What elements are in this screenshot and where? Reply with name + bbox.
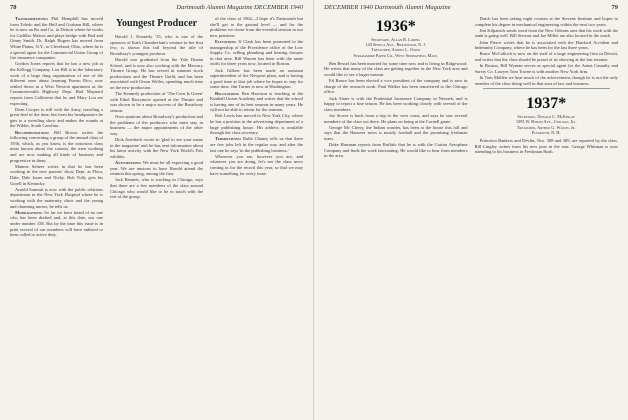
right-column-2 xyxy=(475,16,619,416)
left-column-2 xyxy=(110,16,203,416)
paragraph-text: We must be all expecting a good year. We are anxious to have Harold attend the reunion this spring, among the first. xyxy=(110,160,203,177)
class-1936-heading: 1936* xyxy=(375,18,416,35)
left-column-3 xyxy=(210,16,303,416)
paragraph xyxy=(475,16,619,27)
paragraph xyxy=(475,138,619,155)
paragraph xyxy=(475,51,619,62)
page-number-left: 78 xyxy=(10,4,17,11)
class-1937-address: 1093 W. Byron Ave., Chicago, Ill. xyxy=(515,119,577,125)
paragraph xyxy=(210,16,303,38)
paragraph xyxy=(10,16,103,61)
paragraph-text: Ben Bessel has been married for some time now and is living in Ridgewood. He writes that many of the class are getting together in the New York area and would like to see a larger turnout. xyxy=(324,60,468,77)
paragraph-kicker: Transformations: xyxy=(15,16,52,21)
paragraph xyxy=(210,136,303,153)
class-1936-treasurer: Treasurer, Albert L. Ossen xyxy=(371,47,421,53)
paragraph-text: Ed Rance has been elected a vice president of the company and is now in charge of the research work. Paul Walker has been transferred to the Chicago office. xyxy=(324,78,468,95)
paragraph xyxy=(475,75,619,86)
paragraph xyxy=(324,96,468,113)
paragraph-text: Duke Hartman reports from Buffalo that he is with the Curtiss Aeroplane Company and finds the work fascinating. He would like to hear from members in the area. xyxy=(324,142,468,159)
right-column-1 xyxy=(324,16,468,416)
class-1937-treasurer: Treasurer, Arthur G. Wason, Jr. xyxy=(516,124,576,130)
paragraph-text: In Boston, Bill Wyman serves as special agent for the Aetna Casualty and Surety Co. Lawyer Tom Towne is with another New York firm. xyxy=(474,63,618,74)
paragraph-text: Arnold Summit is now with the public relations department in the New York Hospital where he is working with the maternity clinic and the young and charming nurses, he tells us. xyxy=(10,186,103,209)
paragraph-text: Mannie Seltzer writes in that he has been working in the new parents' show Dept. at Flora, Dale, Dale Jones and Nicky. Bob Tully gets his Gorell in Kentucky. xyxy=(10,163,103,186)
paragraph xyxy=(324,125,468,142)
paragraph xyxy=(475,63,619,74)
paragraph-text: If Clark has been promoted to the managership of the Providence office of the Low Supply Co. selling plumbing and heating fixtures in that area. Bill Warren has been with the same outfit for three years now, located in Boston. xyxy=(210,38,303,67)
paragraph xyxy=(110,57,203,91)
paragraph-text: Robb Chaney tells us that there are few jobs left in the regular way and after the last one he says 'in the publishing business.' xyxy=(210,136,303,153)
paragraph-text: Joe Stover is back from a trip to the west coast, and says he saw several members of the class out there. He plans on being at the Cornell game. xyxy=(324,112,468,124)
running-head-right-text: DECEMBER 1940 Dartmouth Alumni Magazine xyxy=(324,4,451,11)
left-page-columns xyxy=(10,16,303,416)
paragraph-kicker: Terminations: xyxy=(215,136,243,142)
paragraph xyxy=(324,61,468,78)
paragraph-text: of the class of 1962—I hope it's Dartmouth but she'll get to the ground level — and for the problems we chose from the eventful session in our new pensions. xyxy=(210,16,303,38)
paragraph xyxy=(210,154,303,176)
paragraph-text: Princeton Bankers and Devlin, Nos. 388 and 389, are reported by the class. Bill Lingley writes from his new post in the east. George Whitman is now attending to his business in Freshman Rush. xyxy=(474,137,618,155)
paragraph xyxy=(475,28,619,39)
paragraph-text: Gordon Jones reports that he has a new job at the Kellogg Company. Lou Hill is in the laboratory work of a large drug organization of one of the different ones about learning Puerto Rico, now settled down in a West Newton apartment as the Commonwealth Highway Dept. Bud Maynard reports from California that he and Mary Lou are expecting. xyxy=(10,61,103,106)
paragraph-kicker: Relocations: xyxy=(215,90,242,96)
paragraph xyxy=(110,137,203,159)
paragraph xyxy=(324,113,468,124)
paragraph-text: Wherever you are, however you are, and whatever you are doing, let's see the class news coming in for the record this year, so that we may have something for every issue. xyxy=(210,153,303,176)
paragraph xyxy=(10,164,103,186)
class-1936-treasurer-company: Stradamore Paper Co., West Springfield, Mass. xyxy=(353,52,439,58)
paragraph-text: Dean Cooper is still with the Army, traveling a great deal of the time, but from his headquarters he gets to a wrestling show and makes the rounds at the Wilder, South Carolina. xyxy=(10,106,103,129)
paragraph-text: Bob Lewis has moved to New York City, where he has a position in the advertising department of a large publishing house. His address is available through the class secretary. xyxy=(210,113,303,136)
paragraph xyxy=(210,91,303,113)
paragraph-text: Jack Slater is with the Prudential Insurance Company in Newark, and is happy to report a fine season. He has been working closely with several of the class members. xyxy=(324,95,468,112)
paragraph xyxy=(210,113,303,135)
paragraph xyxy=(110,177,203,199)
right-column-1-body xyxy=(324,61,468,159)
page-number-right: 79 xyxy=(611,4,618,11)
paragraph xyxy=(475,40,619,51)
paragraph-text: Dutch has been taking night courses at the Stevens Institute and hopes to complete his degree in mechanical engineering within the next two years. xyxy=(474,16,618,27)
left-column-1 xyxy=(10,16,103,416)
paragraph xyxy=(10,130,103,164)
right-page xyxy=(314,0,628,420)
youngest-producer-headline: Youngest Producer xyxy=(115,18,198,29)
paragraph xyxy=(210,39,303,67)
paragraph-text: In Tom Mullen we hear much of the achievement, though he is not the only member of the class doing well in that area of law and business. xyxy=(474,74,618,86)
paragraph-text: Ben Harrison is teaching at the Kimball Union Academy and writes that the school is having one of its best seasons in many years. He will not be able to return for the reunion. xyxy=(210,90,303,113)
class-1937-body xyxy=(475,138,619,155)
paragraph-text: Phil Hemphill has moved from Toledo and the Hull and Gorham Hill, where he is now an Rx and Co. in Detroit where he works for Cadillac Motors and plays bridge with Bud and Ginny Smith. Dr. Ralph Rogers has moved from White Plains, N.Y., to Cleveland, Ohio, where he is a special agent for the Commercial Union Group of fire insurance companies. xyxy=(10,16,103,61)
paragraph xyxy=(324,142,468,159)
paragraph-text: George Mc Cleery, the Indian wonder, has been at the house this fall and says that the Hanover news is mostly football and the promising freshman team. xyxy=(324,124,468,141)
class-1936-officers xyxy=(324,37,468,58)
paragraph-text: Bruce McCulloch is now on the staff of a large engineering firm in Detroit, and writes that the class should be proud of its showing at the last reunion. xyxy=(474,51,618,62)
paragraph-text: The Kennedy production of 'The Corn Is Green' with Ethel Barrymore opened at the Theatre and was shown to be a major success of the Broadway season. xyxy=(110,91,203,113)
paragraph xyxy=(324,78,468,95)
class-1936-secretary: Secretary, Allan R. Loring xyxy=(371,37,421,42)
paragraph-text: Dick Auerbach wrote to 'glad to see your name in the magazine' and he has sent information about his latest activity with the New York World's Fair exhibits. xyxy=(110,137,203,159)
class-1937-secretary: Secretary, Donald C. McKinlay xyxy=(517,114,576,120)
paragraph xyxy=(10,187,103,209)
paragraph-kicker: Mobilizations: xyxy=(15,209,45,215)
paragraph xyxy=(10,210,103,238)
paragraph xyxy=(210,68,303,90)
paragraph-text: So far we have heard of no one who has been drafted and, at this date, nor one under number 158. But by the time this issue is in print several of our members will have enlisted or been called to active duty. xyxy=(10,209,103,238)
paragraph xyxy=(110,34,203,56)
class-1937-treasurer-address: Plymouth, N. H. xyxy=(531,129,561,135)
left-column-2-body xyxy=(110,34,203,200)
section-divider xyxy=(483,88,611,89)
paragraph-text: Jack Bennett, who is working in Chicago, says that there are a few members of the class around Chicago who would like to be in touch with the rest of the group. xyxy=(110,177,203,200)
right-page-columns xyxy=(324,16,618,416)
paragraph-text: Harold J. Kennedy '35, who is one of the sponsors of Kath Chamberlain's venture in her first few, is shown this fall beyond the title of Broadway's youngest producer. xyxy=(110,34,203,56)
class-1937-officers xyxy=(475,114,619,135)
paragraph-kicker: Recommendations: xyxy=(15,129,55,135)
paragraph-text: Jim Kilpatrick sends word from the New Orleans area that his work with the bank is going well. Bill Stewart and Joe Miller are also located in the south. xyxy=(474,27,618,39)
running-head-left-text: Dartmouth Alumni Magazine DECEMBER 1940 xyxy=(176,4,303,11)
paragraph xyxy=(10,107,103,129)
paragraph-kicker: Anticipations: xyxy=(115,160,143,166)
paragraph xyxy=(110,160,203,177)
paragraph xyxy=(10,61,103,106)
paragraph-text: Bill Brown writes the following concerning a group of the annual class of 1936, which, as you know, is the notorious class most known about the country the men working and are now making all kinds of business and progressive in them. xyxy=(10,129,103,163)
running-head-left xyxy=(10,4,303,13)
paragraph-kicker: Elevations: xyxy=(215,38,239,44)
paragraph xyxy=(110,91,203,113)
class-1937-heading: 1937* xyxy=(526,95,567,113)
paragraph-text: Harold was graduated from the Yale Drama School, and is now also working with the Mercury Theatre Group. He has served in summer stock productions and the Theatre Guild, and has been associated with Orson Welles, spending much time on the new production. xyxy=(110,56,203,90)
paragraph-text: Jack Gilbert has been made an assistant superintendent of the Newport plant, and is having a good time at that job where he hopes to stay for some time. Jim Turner is now in Washington. xyxy=(210,67,303,90)
paragraph-text: John Pierce writes that he is associated with the Hartford Accident and Indemnity Company, where he has been for the last three years. xyxy=(474,39,618,51)
running-head-right xyxy=(324,4,618,13)
class-1936-address: 143 Seneca Ave., Ridgewood, N. J. xyxy=(365,42,427,48)
paragraph-text: Own opinions about Broadway's production and the problems of the producers who must stay in business — the major appointments of the other way. xyxy=(110,114,203,136)
paragraph xyxy=(110,114,203,136)
right-column-2-body xyxy=(475,16,619,86)
